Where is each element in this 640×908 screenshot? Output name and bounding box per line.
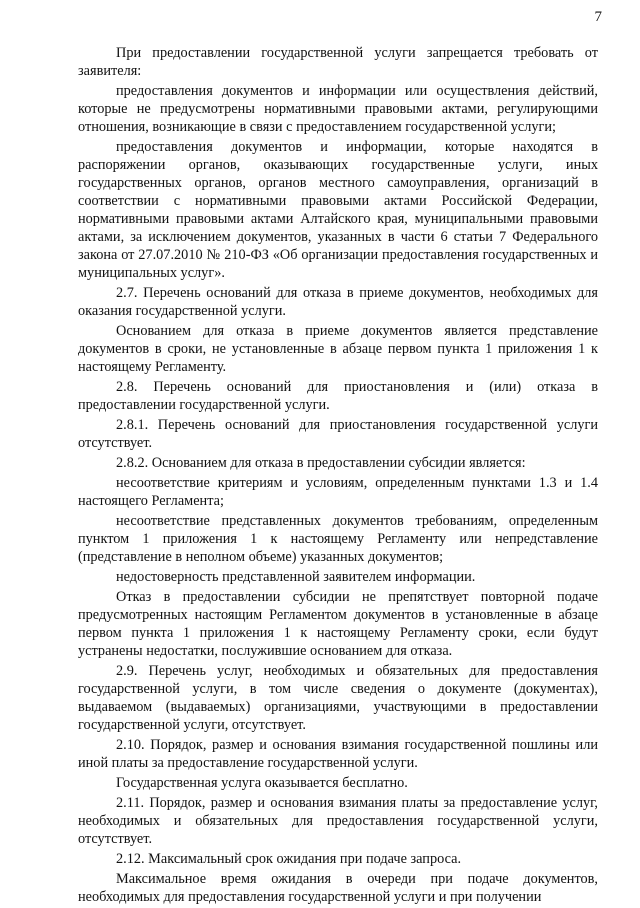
paragraph: 2.11. Порядок, размер и основания взимания платы за предоставление услуг, необходимых и обязательных для предоставления государственной услуги, отсутствует. bbox=[78, 795, 598, 847]
paragraph: предоставления документов и информации или осуществления действий, которые не предусмотрены нормативными правовыми актами, регулирующими отношения, возникающие в связи с предоставлением государственной услуги; bbox=[78, 83, 598, 135]
paragraph: Максимальное время ожидания в очереди при подаче документов, необходимых для предоставления государственной услуги и при получении bbox=[78, 871, 598, 905]
paragraph: 2.8. Перечень оснований для приостановления и (или) отказа в предоставлении государственной услуги. bbox=[78, 379, 598, 413]
paragraph: Отказ в предоставлении субсидии не препятствует повторной подаче предусмотренных настоящим Регламентом документов в установленные в абзаце первом пункта 1 приложения 1 к настоящему Регламенту сроки, если будут устранены недостатки, послужившие основанием для отказа. bbox=[78, 589, 598, 659]
paragraph: 2.8.1. Перечень оснований для приостановления государственной услуги отсутствует. bbox=[78, 417, 598, 451]
paragraph: 2.7. Перечень оснований для отказа в приеме документов, необходимых для оказания государственной услуги. bbox=[78, 285, 598, 319]
page-number: 7 bbox=[594, 9, 602, 25]
document-body bbox=[78, 44, 598, 908]
paragraph: 2.12. Максимальный срок ожидания при подаче запроса. bbox=[116, 851, 462, 867]
paragraph: Государственная услуга оказывается бесплатно. bbox=[116, 775, 408, 791]
paragraph: несоответствие критериям и условиям, определенным пунктами 1.3 и 1.4 настоящего Регламента; bbox=[78, 475, 598, 509]
paragraph: недостоверность представленной заявителем информации. bbox=[116, 569, 476, 585]
paragraph: предоставления документов и информации, которые находятся в распоряжении органов, оказывающих государственные услуги, иных государственных органов, органов местного самоуправления, организаций в соответствии с нормативными правовыми актами Российской Федерации, нормативными правовыми актами Алтайского края, муниципальными правовыми актами, за исключением документов, указанных в части 6 статьи 7 Федерального закона от 27.07.2010 № 210-ФЗ «Об организации предоставления государственных и муниципальных услуг». bbox=[78, 139, 598, 281]
paragraph: 2.9. Перечень услуг, необходимых и обязательных для предоставления государственной услуги, в том числе сведения о документе (документах), выдаваемом (выдаваемых) организациями, участвующими в предоставлении государственной услуги, отсутствует. bbox=[78, 663, 598, 733]
paragraph: несоответствие представленных документов требованиям, определенным пунктом 1 приложения 1 к настоящему Регламенту или непредставление (представление в неполном объеме) указанных документов; bbox=[78, 513, 598, 565]
paragraph: 2.10. Порядок, размер и основания взимания государственной пошлины или иной платы за предоставление государственной услуги. bbox=[78, 737, 598, 771]
paragraph: 2.8.2. Основанием для отказа в предоставлении субсидии является: bbox=[116, 455, 526, 471]
paragraph: При предоставлении государственной услуги запрещается требовать от заявителя: bbox=[78, 45, 598, 79]
paragraph: Основанием для отказа в приеме документов является представление документов в сроки, не установленные в абзаце первом пункта 1 приложения 1 к настоящему Регламенту. bbox=[78, 323, 598, 375]
